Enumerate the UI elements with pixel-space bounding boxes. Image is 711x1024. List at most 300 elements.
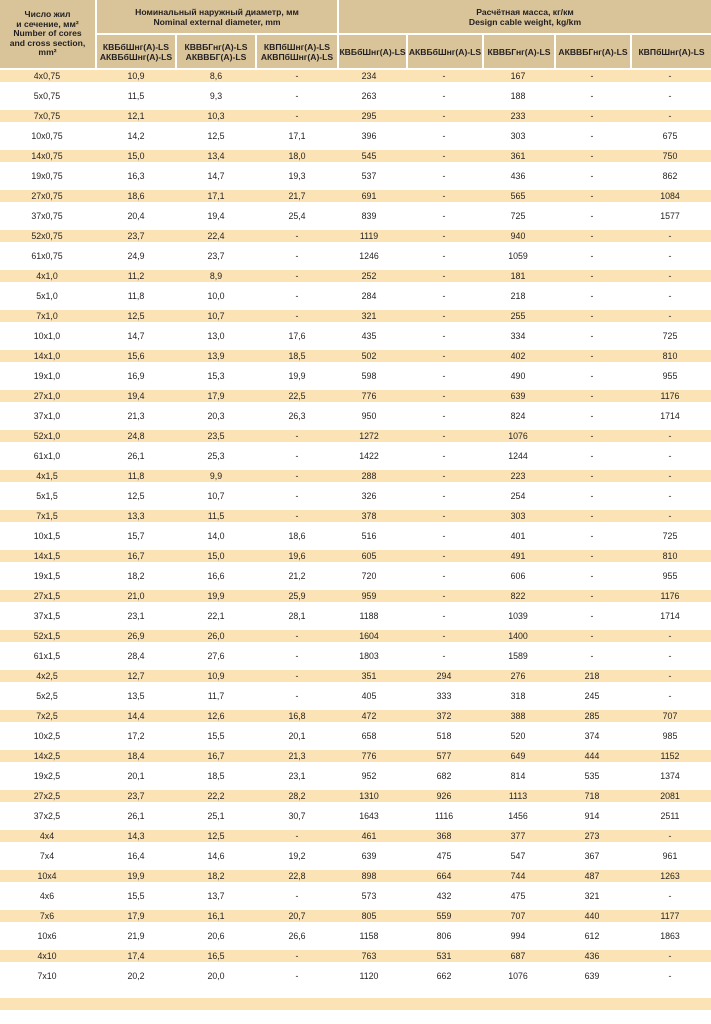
value-cell: 612	[584, 931, 600, 941]
value-cell: -	[442, 371, 446, 381]
value-cell: 401	[510, 531, 526, 541]
cores-section-cell: 4x10	[37, 951, 57, 961]
value-cell: 707	[662, 711, 678, 721]
table-row	[0, 430, 711, 442]
table-row	[0, 322, 711, 350]
value-cell: 1152	[660, 751, 680, 761]
cores-section-cell: 7x6	[39, 911, 55, 921]
value-cell: -	[590, 651, 594, 661]
value-cell: -	[668, 491, 672, 501]
table-row	[0, 522, 711, 550]
value-cell: -	[668, 471, 672, 481]
value-cell: 491	[510, 551, 526, 561]
value-cell: 16,8	[288, 711, 306, 721]
value-cell: 15,5	[127, 891, 145, 901]
value-cell: 11,8	[127, 291, 145, 301]
value-cell: 720	[361, 571, 377, 581]
value-cell: 822	[510, 591, 526, 601]
value-cell: -	[590, 171, 594, 181]
value-cell: -	[442, 431, 446, 441]
value-cell: 321	[361, 311, 377, 321]
value-cell: 664	[436, 871, 452, 881]
header-diameter-ru: Номинальный наружный диаметр, мм	[135, 6, 299, 17]
header-cores-line: Number of cores	[13, 28, 82, 39]
value-cell: 303	[510, 511, 526, 521]
value-cell: -	[590, 371, 594, 381]
value-cell: 18,5	[288, 351, 306, 361]
value-cell: 23,7	[127, 231, 145, 241]
value-cell: -	[668, 691, 672, 701]
value-cell: 14,7	[127, 331, 145, 341]
table-row	[0, 190, 711, 202]
value-cell: 16,7	[207, 751, 225, 761]
value-cell: -	[590, 451, 594, 461]
cores-section-cell: 27x1,5	[33, 591, 61, 601]
value-cell: 374	[584, 731, 600, 741]
value-cell: 1604	[359, 631, 379, 641]
value-cell: -	[295, 231, 299, 241]
value-cell: -	[668, 111, 672, 121]
value-cell: -	[442, 651, 446, 661]
value-cell: 333	[436, 691, 452, 701]
value-cell: 22,8	[288, 871, 306, 881]
value-cell: 20,7	[288, 911, 306, 921]
value-cell: 12,5	[127, 491, 145, 501]
value-cell: 19,9	[207, 591, 225, 601]
value-cell: 805	[361, 911, 377, 921]
value-cell: 26,1	[127, 811, 145, 821]
cores-section-cell: 4x1,5	[36, 471, 58, 481]
value-cell: -	[442, 451, 446, 461]
value-cell: 1263	[660, 871, 680, 881]
value-cell: 605	[361, 551, 377, 561]
value-cell: 25,9	[288, 591, 306, 601]
cores-section-cell: 27x2,5	[33, 791, 61, 801]
value-cell: -	[590, 351, 594, 361]
value-cell: 252	[361, 271, 377, 281]
value-cell: 898	[361, 871, 377, 881]
value-cell: 1116	[434, 811, 454, 821]
cores-section-cell: 14x0,75	[31, 151, 63, 161]
value-cell: 9,9	[209, 471, 223, 481]
value-cell: 475	[436, 851, 452, 861]
value-cell: 11,2	[127, 271, 145, 281]
value-cell: -	[668, 891, 672, 901]
value-cell: 1084	[660, 191, 680, 201]
value-cell: 12,5	[207, 131, 225, 141]
value-cell: 1113	[508, 791, 528, 801]
value-cell: -	[295, 271, 299, 281]
value-cell: 862	[662, 171, 678, 181]
value-cell: 10,7	[207, 491, 225, 501]
value-cell: 367	[584, 851, 600, 861]
value-cell: 21,9	[127, 931, 145, 941]
value-cell: 10,0	[207, 291, 225, 301]
cores-section-cell: 10x6	[37, 931, 57, 941]
value-cell: 1076	[508, 431, 528, 441]
value-cell: 1400	[508, 631, 528, 641]
header-d3-line: КВПбШнг(А)-LS	[263, 41, 331, 52]
value-cell: 687	[510, 951, 526, 961]
value-cell: 21,2	[288, 571, 306, 581]
table-row	[0, 630, 711, 642]
value-cell: 725	[662, 331, 678, 341]
cores-section-cell: 37x2,5	[33, 811, 61, 821]
value-cell: 682	[436, 771, 452, 781]
value-cell: -	[442, 71, 446, 81]
value-cell: -	[442, 531, 446, 541]
value-cell: -	[442, 231, 446, 241]
value-cell: 516	[361, 531, 377, 541]
table-row	[0, 390, 711, 402]
value-cell: -	[295, 691, 299, 701]
value-cell: -	[590, 131, 594, 141]
value-cell: -	[590, 91, 594, 101]
value-cell: 25,3	[207, 451, 225, 461]
value-cell: 994	[510, 931, 526, 941]
value-cell: 490	[510, 371, 526, 381]
value-cell: 19,2	[288, 851, 306, 861]
value-cell: 13,4	[207, 151, 225, 161]
value-cell: 1272	[359, 431, 379, 441]
value-cell: 254	[510, 491, 526, 501]
value-cell: 1177	[660, 911, 680, 921]
value-cell: 17,9	[127, 911, 145, 921]
value-cell: 14,0	[207, 531, 225, 541]
value-cell: 28,2	[288, 791, 306, 801]
value-cell: -	[442, 611, 446, 621]
value-cell: 914	[584, 811, 600, 821]
table-end-bar	[0, 998, 711, 1010]
table-row	[0, 922, 711, 950]
value-cell: 28,4	[127, 651, 145, 661]
value-cell: 926	[436, 791, 452, 801]
value-cell: 21,3	[288, 751, 306, 761]
value-cell: -	[590, 571, 594, 581]
table-row	[0, 722, 711, 750]
value-cell: -	[442, 391, 446, 401]
value-cell: 273	[584, 831, 600, 841]
value-cell: 295	[361, 111, 377, 121]
value-cell: -	[295, 671, 299, 681]
value-cell: -	[668, 511, 672, 521]
value-cell: 23,7	[207, 251, 225, 261]
value-cell: 26,1	[127, 451, 145, 461]
value-cell: -	[295, 891, 299, 901]
value-cell: 284	[361, 291, 377, 301]
value-cell: 436	[510, 171, 526, 181]
value-cell: 18,6	[127, 191, 145, 201]
cores-section-cell: 5x1,5	[36, 491, 58, 501]
value-cell: 15,0	[207, 551, 225, 561]
value-cell: 649	[510, 751, 526, 761]
value-cell: 318	[510, 691, 526, 701]
value-cell: 1188	[359, 611, 379, 621]
value-cell: 839	[361, 211, 377, 221]
value-cell: 11,7	[207, 691, 225, 701]
value-cell: -	[295, 511, 299, 521]
table-row	[0, 70, 711, 82]
table-row	[0, 750, 711, 762]
value-cell: -	[590, 431, 594, 441]
value-cell: 18,5	[207, 771, 225, 781]
value-cell: -	[442, 191, 446, 201]
value-cell: 725	[510, 211, 526, 221]
cores-section-cell: 27x0,75	[31, 191, 63, 201]
cores-section-cell: 5x0,75	[33, 91, 61, 101]
value-cell: -	[590, 191, 594, 201]
value-cell: 20,1	[288, 731, 306, 741]
value-cell: 1422	[359, 451, 379, 461]
value-cell: 15,0	[127, 151, 145, 161]
value-cell: 810	[662, 551, 678, 561]
value-cell: -	[590, 471, 594, 481]
value-cell: -	[295, 251, 299, 261]
value-cell: 167	[510, 71, 526, 81]
cores-section-cell: 4x1,0	[36, 271, 58, 281]
value-cell: 545	[361, 151, 377, 161]
value-cell: 372	[436, 711, 452, 721]
value-cell: 750	[662, 151, 678, 161]
value-cell: -	[295, 831, 299, 841]
table-row	[0, 402, 711, 430]
table-row	[0, 670, 711, 682]
value-cell: 288	[361, 471, 377, 481]
table-row	[0, 962, 711, 990]
value-cell: -	[668, 831, 672, 841]
header-d2	[177, 35, 255, 68]
value-cell: 23,5	[207, 431, 225, 441]
value-cell: -	[590, 71, 594, 81]
value-cell: 955	[662, 571, 678, 581]
value-cell: -	[295, 951, 299, 961]
value-cell: -	[668, 251, 672, 261]
value-cell: 9,3	[209, 91, 223, 101]
value-cell: 1577	[660, 211, 680, 221]
table-row	[0, 230, 711, 242]
value-cell: -	[590, 211, 594, 221]
value-cell: 255	[510, 311, 526, 321]
value-cell: 321	[584, 891, 600, 901]
cores-section-cell: 5x2,5	[36, 691, 58, 701]
value-cell: 18,4	[127, 751, 145, 761]
value-cell: -	[442, 211, 446, 221]
value-cell: 12,5	[207, 831, 225, 841]
value-cell: 27,6	[207, 651, 225, 661]
value-cell: 1589	[508, 651, 528, 661]
value-cell: 15,5	[207, 731, 225, 741]
value-cell: -	[295, 451, 299, 461]
value-cell: 18,0	[288, 151, 306, 161]
table-row	[0, 710, 711, 722]
value-cell: 181	[510, 271, 526, 281]
header-w3: КВВБГнг(А)-LS	[484, 35, 554, 68]
value-cell: 16,6	[207, 571, 225, 581]
value-cell: 23,7	[127, 791, 145, 801]
header-weight-group	[339, 0, 711, 33]
value-cell: 1456	[508, 811, 528, 821]
table-row	[0, 242, 711, 270]
table-row	[0, 642, 711, 670]
header-d1-line: АКВБбШнг(А)-LS	[99, 51, 173, 62]
value-cell: 402	[510, 351, 526, 361]
value-cell: -	[590, 631, 594, 641]
value-cell: 19,4	[127, 391, 145, 401]
value-cell: 435	[361, 331, 377, 341]
value-cell: 520	[510, 731, 526, 741]
value-cell: -	[442, 591, 446, 601]
value-cell: 17,9	[207, 391, 225, 401]
table-row	[0, 110, 711, 122]
header-d3-line: АКВПбШнг(А)-LS	[260, 51, 334, 62]
value-cell: -	[590, 291, 594, 301]
table-row	[0, 882, 711, 910]
value-cell: 658	[361, 731, 377, 741]
table-row	[0, 802, 711, 830]
header-d2-line: АКВВБГ(А)-LS	[185, 51, 247, 62]
value-cell: 17,6	[288, 331, 306, 341]
value-cell: 1059	[508, 251, 528, 261]
value-cell: 10,9	[207, 671, 225, 681]
header-diameter-en: Nominal external diameter, mm	[153, 16, 281, 27]
value-cell: 23,1	[127, 611, 145, 621]
value-cell: 21,0	[127, 591, 145, 601]
value-cell: 1714	[660, 611, 680, 621]
value-cell: 487	[584, 871, 600, 881]
value-cell: 15,6	[127, 351, 145, 361]
value-cell: 776	[361, 391, 377, 401]
table-row	[0, 762, 711, 790]
value-cell: 377	[510, 831, 526, 841]
value-cell: 14,6	[207, 851, 225, 861]
table-row	[0, 562, 711, 590]
table-row	[0, 870, 711, 882]
value-cell: -	[590, 411, 594, 421]
value-cell: -	[590, 591, 594, 601]
value-cell: 436	[584, 951, 600, 961]
value-cell: 17,1	[207, 191, 225, 201]
value-cell: -	[668, 71, 672, 81]
value-cell: 18,2	[127, 571, 145, 581]
value-cell: -	[442, 411, 446, 421]
table-row	[0, 122, 711, 150]
value-cell: 639	[510, 391, 526, 401]
value-cell: 218	[510, 291, 526, 301]
value-cell: 11,8	[127, 471, 145, 481]
value-cell: 276	[510, 671, 526, 681]
cores-section-cell: 5x1,0	[36, 291, 58, 301]
value-cell: 814	[510, 771, 526, 781]
value-cell: 15,3	[207, 371, 225, 381]
value-cell: 12,5	[127, 311, 145, 321]
value-cell: 1863	[660, 931, 680, 941]
value-cell: -	[442, 251, 446, 261]
value-cell: -	[668, 451, 672, 461]
cores-section-cell: 61x0,75	[31, 251, 63, 261]
value-cell: -	[295, 71, 299, 81]
table-row	[0, 602, 711, 630]
value-cell: 12,6	[207, 711, 225, 721]
value-cell: 378	[361, 511, 377, 521]
value-cell: 16,1	[207, 911, 225, 921]
table-row	[0, 910, 711, 922]
value-cell: 1374	[660, 771, 680, 781]
table-row	[0, 550, 711, 562]
value-cell: -	[668, 671, 672, 681]
value-cell: 10,9	[127, 71, 145, 81]
table-row	[0, 950, 711, 962]
value-cell: 351	[361, 671, 377, 681]
value-cell: -	[442, 151, 446, 161]
value-cell: 368	[436, 831, 452, 841]
value-cell: 405	[361, 691, 377, 701]
cores-section-cell: 19x1,5	[33, 571, 61, 581]
value-cell: 763	[361, 951, 377, 961]
value-cell: 8,6	[209, 71, 223, 81]
value-cell: 11,5	[207, 511, 225, 521]
value-cell: 1310	[359, 791, 379, 801]
table-row	[0, 310, 711, 322]
value-cell: -	[590, 331, 594, 341]
header-cores-line: and cross section,	[9, 37, 86, 48]
value-cell: 475	[510, 891, 526, 901]
value-cell: -	[668, 91, 672, 101]
value-cell: 23,1	[288, 771, 306, 781]
cores-section-cell: 7x1,0	[36, 311, 58, 321]
value-cell: -	[590, 531, 594, 541]
value-cell: 1119	[359, 231, 379, 241]
value-cell: -	[442, 131, 446, 141]
cores-section-cell: 52x1,5	[33, 631, 61, 641]
cores-section-cell: 37x1,5	[33, 611, 61, 621]
value-cell: 28,1	[288, 611, 306, 621]
value-cell: -	[590, 611, 594, 621]
value-cell: 531	[436, 951, 452, 961]
value-cell: 1244	[508, 451, 528, 461]
cores-section-cell: 4x0,75	[33, 71, 61, 81]
cores-section-cell: 14x1,0	[33, 351, 61, 361]
value-cell: 461	[361, 831, 377, 841]
value-cell: 12,7	[127, 671, 145, 681]
value-cell: 303	[510, 131, 526, 141]
value-cell: 20,4	[127, 211, 145, 221]
value-cell: 518	[436, 731, 452, 741]
cores-section-cell: 37x0,75	[31, 211, 63, 221]
value-cell: 444	[584, 751, 600, 761]
cores-section-cell: 10x4	[37, 871, 57, 881]
value-cell: 245	[584, 691, 600, 701]
value-cell: -	[590, 551, 594, 561]
value-cell: -	[590, 271, 594, 281]
cores-section-cell: 19x0,75	[31, 171, 63, 181]
value-cell: -	[442, 311, 446, 321]
value-cell: 16,5	[207, 951, 225, 961]
value-cell: -	[590, 391, 594, 401]
value-cell: 361	[510, 151, 526, 161]
table-row	[0, 162, 711, 190]
value-cell: 12,1	[127, 111, 145, 121]
table-row	[0, 442, 711, 470]
value-cell: -	[295, 491, 299, 501]
value-cell: 26,0	[207, 631, 225, 641]
value-cell: 432	[436, 891, 452, 901]
value-cell: 573	[361, 891, 377, 901]
value-cell: 17,4	[127, 951, 145, 961]
cores-section-cell: 52x0,75	[31, 231, 63, 241]
header-d1-line: КВБбШнг(А)-LS	[102, 41, 170, 52]
cores-section-cell: 10x1,0	[33, 331, 61, 341]
cores-section-cell: 19x2,5	[33, 771, 61, 781]
